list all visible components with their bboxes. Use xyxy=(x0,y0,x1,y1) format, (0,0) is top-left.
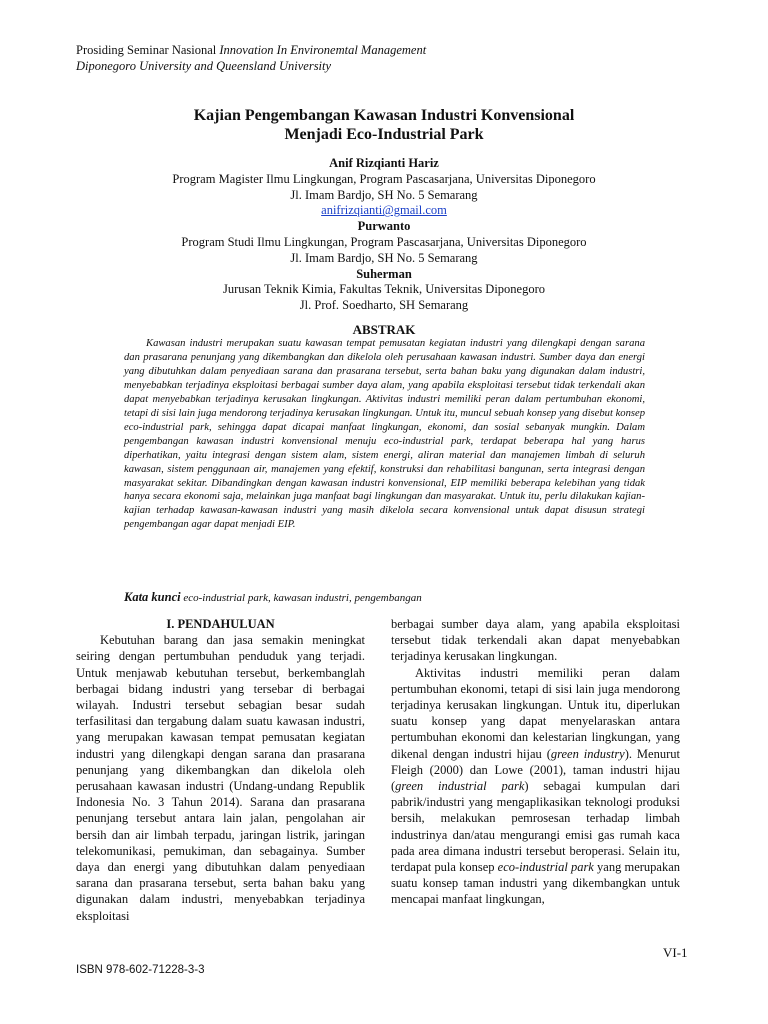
abstract-text: Kawasan industri merupakan suatu kawasan tempat pemusatan kegiatan industri yang dilengkapi dengan sarana dan prasarana penunjang yang dikembangkan dan dikelola oleh perusahaan kawasan industri. Sumber daya dan energi yang dibutuhkan dalam penyediaan sarana dan prasarana tersebut, serta bahan baku yang digunakan dalam industri, menyebabkan terjadinya eksploitasi berbagai sumber daya alam, yang apabila eksploitasi tersebut tidak terkendali akan dapat menyebabkan terjadinya kerusakan lingkungan. Aktivitas industri memiliki peran dalam pertumbuhan ekonomi, tetapi di sisi lain juga mendorong terjadinya kerusakan lingkungan. Untuk itu, muncul sebuah konsep yang disebut konsep eco-industrial park, sehingga dapat dicapai manfaat lingkungan, ekonomi, dan sosial sebanyak mungkin. Dalam pengembangan kawasan industri konvensional menuju eco-industrial park, terdapat beberapa hal yang harus diperhatikan, yaitu integrasi dengan sistem alam, sistem energi, aliran material dan manajemen limbah di seluruh kawasan, sistem penggunaan air, manajemen yang efektif, konstruksi dan rehabilitasi bangunan, serta integrasi dengan masyarakat sekitar. Dibandingkan dengan kawasan industri konvensional, EIP memiliki beberapa kelebihan yang tidak hanya secara ekonomi saja, melainkan juga manfaat bagi lingkungan dan masyarakat. Untuk itu, perlu dilakukan kajian-kajian terhadap kawasan-kawasan industri yang masih dikelola secara konvensional untuk dapat disusun strategi pengembangan agar dapat menjadi EIP. xyxy=(124,338,645,531)
abstract-heading: ABSTRAK xyxy=(352,322,416,337)
keywords-text: eco-industrial park, kawasan industri, pengembangan xyxy=(180,592,422,604)
author-email-link[interactable]: anifrizqianti@gmail.com xyxy=(321,203,447,218)
body-paragraph: Kebutuhan barang dan jasa semakin meningkat seiring dengan pertumbuhan penduduk yang terjadi. Untuk menjawab kebutuhan tersebut, berkembanglah berbagai bidang industri yang tersebar di berbagai wilayah. Industri tersebut sebagian besar sudah terfasilitasi dan tergabung dalam suatu kawasan industri, yang merupakan kawasan tempat pemusatan kegiatan industri yang dilengkapi dengan sarana dan prasarana penunjang yang dikembangkan dan dikelola oleh perusahaan kawasan industri (Undang-undang Republik Indonesia No. 3 Tahun 2014). Sarana dan prasarana penunjang tersebut antara lain jalan, pengolahan air bersih dan air limbah terpadu, jaringan listrik, jaringan telekomunikasi, pemukiman, dan sebagainya. Sumber daya dan energi yang dibutuhkan dalam penyediaan sarana dan prasarana tersebut, serta bahan baku yang digunakan dalam industri, menyebabkan terjadinya eksploitasi xyxy=(76,633,365,923)
page-number: VI-1 xyxy=(663,945,688,960)
body-paragraph: berbagai sumber daya alam, yang apabila eksploitasi tersebut tidak terkendali akan dapat menyebabkan terjadinya kerusakan lingkungan. xyxy=(391,617,680,664)
author-name: Anif Rizqianti Hariz xyxy=(329,156,439,170)
author-name: Purwanto xyxy=(357,219,411,234)
header-line-2: Diponegoro University and Queensland University xyxy=(76,59,332,73)
left-column xyxy=(76,616,365,924)
isbn: ISBN 978-602-71228-3-3 xyxy=(76,964,205,976)
author-affiliation: Program Studi Ilmu Lingkungan, Program Pascasarjana, Universitas Diponegoro xyxy=(181,234,587,249)
keywords-label: Kata kunci xyxy=(124,590,181,604)
author-affiliation: Jurusan Teknik Kimia, Fakultas Teknik, Universitas Diponegoro xyxy=(222,282,546,297)
right-column xyxy=(391,616,680,908)
abstract-body xyxy=(124,337,645,532)
keywords xyxy=(124,590,422,605)
author-address: Jl. Imam Bardjo, SH No. 5 Semarang xyxy=(290,250,478,265)
body-paragraph: Aktivitas industri memiliki peran dalam pertumbuhan ekonomi, tetapi di sisi lain juga mendorong terjadinya kerusakan lingkungan. Untuk itu, diperlukan suatu konsep yang dapat menyelaraskan antara pertumbuhan ekonomi dan kelestarian lingkungan, yang dikenal dengan industri hijau (green industry). Menurut Fleigh (2000) dan Lowe (2001), taman industri hijau (green industrial park) sebagai kumpulan dari pabrik/industri yang mengaplikasikan teknologi produksi bersih, melakukan pemrosesan terhadap limbah industrinya dan/atau mengurangi emisi gas rumah kaca pada area dimana industri tersebut beroperasi. Selain itu, terdapat pula konsep eco-industrial park yang merupakan suatu konsep taman industri yang dikembangkan untuk mencapai manfaat lingkungan, xyxy=(391,665,680,907)
running-header xyxy=(76,42,426,74)
author-name: Suherman xyxy=(356,266,412,281)
title-line-2: Menjadi Eco-Industrial Park xyxy=(284,126,484,143)
paper-title xyxy=(0,106,768,144)
author-address: Jl. Imam Bardjo, SH No. 5 Semarang xyxy=(290,187,478,202)
author-affiliation: Program Magister Ilmu Lingkungan, Program Pascasarjana, Universitas Diponegoro xyxy=(172,171,596,186)
header-line-1: Prosiding Seminar Nasional Innovation In Environemtal Management xyxy=(76,43,427,57)
title-line-1: Kajian Pengembangan Kawasan Industri Konvensional xyxy=(193,107,575,124)
author-address: Jl. Prof. Soedharto, SH Semarang xyxy=(299,298,469,313)
author-block xyxy=(0,156,768,314)
section-heading: I. PENDAHULUAN xyxy=(166,617,275,631)
